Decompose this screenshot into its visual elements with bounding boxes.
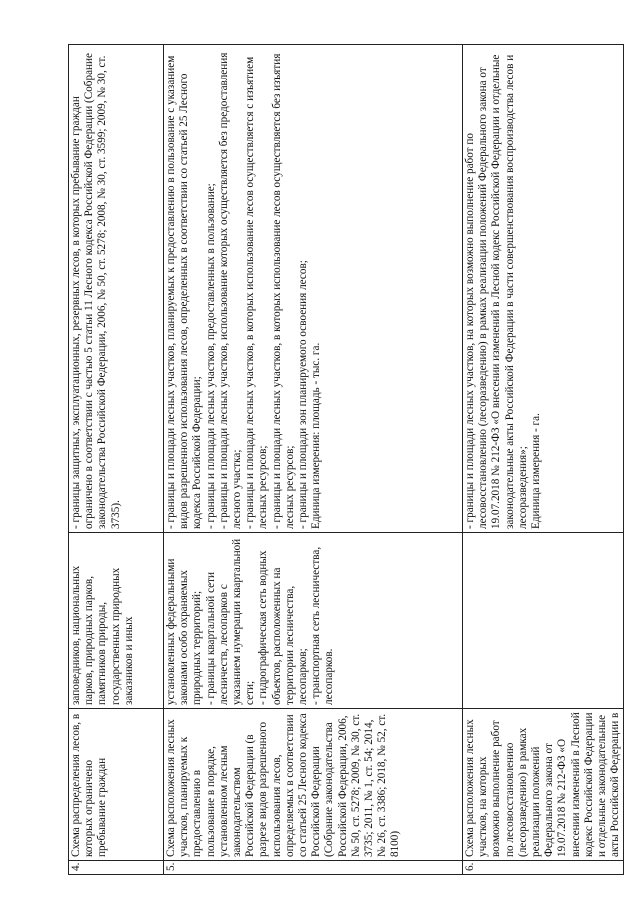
description-line: - границы и площади лесных участков, предоставленных в пользование; bbox=[204, 183, 217, 529]
scheme-description bbox=[463, 45, 624, 533]
description-line: Единица измерения: площадь - тыс. га. bbox=[310, 342, 323, 529]
scheme-name: Схема расположения лесных участков, планируемых к предоставлению в пользование в порядке, установленном лесным законодательством Российской Федерации (в разрезе видов разрешенного использования лесов, определяемых в соответствии со статьей 25 Лесного кодекса Российской Федерации (Собрание законодательства Российской Федерации, 2006, № 50, ст. 5278; 2009, № 30, ст. 3735; 2011, № 1, ст. 54; 2014, № 26, ст. 3386; 2018, № 52, ст. 8100) bbox=[164, 709, 463, 861]
scheme-name: Схема распределения лесов, в которых ограничено пребывание граждан bbox=[69, 709, 164, 861]
description-line: - границы и площади лесных участков, использование которых осуществляется без предоставления лесного участка; bbox=[217, 52, 244, 529]
description-line: - границы и площади лесных участков, в которых использование лесов осуществляется без изъятия лесных ресурсов; bbox=[270, 53, 296, 529]
description-line: - границы и площади лесных участков, на которых возможно выполнение работ по лесовосстановлению (лесоразведению) в рамках реализации положений Федерального закона от 19.07.2018 № 212-ФЗ «О внесении изменений в Лесной кодекс Российской Федерации и отдельные законодательные акты Российской Федерации в части совершенствования воспроизводства лесов и лесоразведения»; bbox=[464, 54, 529, 529]
row-number: 4. bbox=[69, 861, 164, 875]
rotated-table-area bbox=[68, 45, 628, 875]
description-line: - границы и площади лесных участков, в которых использование лесов осуществляется с изъятием лесных ресурсов; bbox=[244, 56, 270, 529]
scheme-description bbox=[69, 45, 164, 533]
object-line: заповедников, национальных парков, природных парков, памятников природы, государственных природных заказников и иных bbox=[70, 565, 135, 705]
schemes-table bbox=[68, 44, 624, 875]
scheme-description bbox=[164, 45, 463, 533]
description-line: - границы защитных, эксплуатационных, резервных лесов, в которых пребывание граждан ограничено в соответствии с частью 5 статьи 11 Лесного кодекса Российской Федерации (Собрание законодательства Российской Федерации, 2006, № 50, ст. 5278; 2008, № 30, ст. 3599; 2009, № 30, ст. 3735). bbox=[70, 53, 122, 529]
scheme-objects bbox=[69, 533, 164, 709]
scheme-objects bbox=[463, 533, 624, 709]
row-number: 6. bbox=[463, 861, 624, 875]
table-row bbox=[463, 45, 624, 875]
description-line: Единица измерения - га. bbox=[530, 413, 543, 529]
object-line: установленных федеральными законами особо охраняемых природных территорий; bbox=[165, 558, 204, 705]
scheme-objects bbox=[164, 533, 463, 709]
description-line: - границы и площади лесных участков, планируемых к предоставлению в пользование с указанием видов разрешенного использования лесов, определенных в соответствии со статьей 25 Лесного кодекса Российской Федерации; bbox=[165, 55, 204, 529]
object-line: - границы квартальной сети лесничеств, лесопарков с указанием нумерации квартальной сети; bbox=[204, 538, 257, 705]
object-line: - гидрографическая сеть водных объектов, расположенных на территории лесничества, лесопарков; bbox=[257, 550, 310, 705]
scheme-name: Схема расположения лесных участков, на которых возможно выполнение работ по лесовосстановлению (лесоразведению) в рамках реализации положений Федерального закона от 19.07.2018 № 212-ФЗ «О внесении изменений в Лесной кодекс Российской Федерации и отдельные законодательные акты Российской Федерации в bbox=[463, 709, 624, 861]
object-line: - транспортная сеть лесничества, лесопарков. bbox=[310, 546, 336, 705]
table-row bbox=[69, 45, 164, 875]
description-line: - границы и площади зон планируемого освоения лесов; bbox=[297, 260, 310, 529]
row-number: 5. bbox=[164, 861, 463, 875]
table-row bbox=[164, 45, 463, 875]
